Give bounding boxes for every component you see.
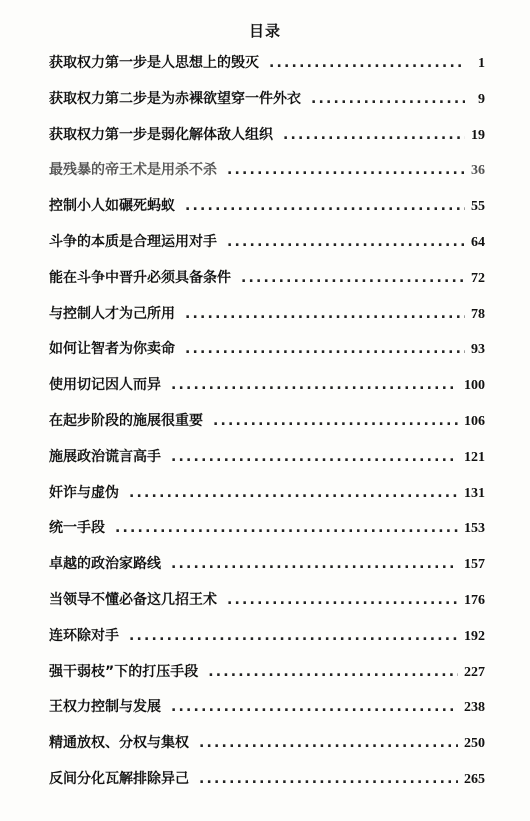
toc-entry-page-number: 238: [464, 700, 485, 716]
toc-entry-title: 卓越的政治家路线: [49, 556, 161, 573]
toc-entry-title: 斗争的本质是合理运用对手: [49, 233, 217, 250]
dot-leader: [185, 337, 465, 361]
toc-entry-page-number: 72: [471, 270, 485, 286]
dot-leader: [199, 731, 458, 755]
toc-entry[interactable]: [49, 87, 485, 123]
toc-entry-title: 王权力控制与发展: [49, 699, 161, 716]
toc-entry-title: 获取权力第二步是为赤裸欲望穿一件外衣: [49, 90, 301, 107]
toc-entry-page-number: 121: [464, 449, 485, 465]
toc-entry[interactable]: [49, 695, 485, 731]
toc-entry[interactable]: [49, 624, 485, 660]
toc-entry-title: 反间分化瓦解排除异己: [49, 770, 189, 787]
toc-entry-title: 连环除对手: [49, 627, 119, 644]
toc-entry[interactable]: [49, 302, 485, 338]
dot-leader: [185, 194, 465, 218]
toc-entry-page-number: 176: [464, 592, 485, 608]
toc-entry-title: 在起步阶段的施展很重要: [49, 412, 203, 429]
toc-entry-page-number: 227: [464, 664, 485, 680]
toc-entry[interactable]: [49, 51, 485, 87]
toc-entry-page-number: 64: [471, 234, 485, 250]
toc-entry[interactable]: [49, 266, 485, 302]
toc-entry-title: 能在斗争中晋升必须具备条件: [49, 269, 231, 286]
toc-entry[interactable]: [49, 660, 485, 696]
dot-leader: [185, 302, 465, 326]
toc-entry[interactable]: [49, 373, 485, 409]
toc-entry[interactable]: [49, 552, 485, 588]
toc-entry[interactable]: [49, 731, 485, 767]
dot-leader: [227, 230, 465, 254]
toc-entry-title: 施展政治谎言高手: [49, 448, 161, 465]
toc-entry-page-number: 250: [464, 736, 485, 752]
toc-entry[interactable]: [49, 337, 485, 373]
dot-leader: [129, 481, 458, 505]
toc-entry-page-number: 153: [464, 521, 485, 537]
dot-leader: [213, 409, 458, 433]
toc-entry[interactable]: [49, 481, 485, 517]
toc-entry-page-number: 36: [471, 163, 485, 179]
page-title: 目录: [248, 22, 281, 40]
toc-entry[interactable]: [49, 230, 485, 266]
toc-entry-page-number: 192: [464, 628, 485, 644]
toc-entry-title: 获取权力第一步是弱化解体敌人组织: [49, 126, 273, 143]
toc-entry-title: 强干弱枝”下的打压手段: [49, 663, 199, 680]
toc-entry-page-number: 157: [464, 557, 485, 573]
toc-entry[interactable]: [49, 445, 485, 481]
dot-leader: [311, 87, 465, 111]
toc-entry-page-number: 100: [464, 378, 485, 394]
toc-entry[interactable]: [49, 158, 485, 194]
toc-entry-title: 获取权力第一步是人思想上的毁灭: [49, 55, 259, 71]
toc-entry-title: 与控制人才为己所用: [49, 305, 175, 322]
toc-entry[interactable]: [49, 123, 485, 159]
toc-entry-page-number: 9: [478, 91, 485, 107]
toc-entry-page-number: 265: [464, 771, 485, 787]
toc-entry-page-number: 78: [471, 306, 485, 322]
toc-entry-title: 使用切记因人而异: [49, 377, 161, 394]
toc-entry[interactable]: [49, 767, 485, 803]
dot-leader: [199, 767, 458, 791]
toc-entry-title: 奸诈与虚伪: [49, 484, 119, 501]
dot-leader: [269, 51, 465, 75]
dot-leader: [171, 445, 458, 469]
dot-leader: [227, 588, 458, 612]
toc-entry-title: 控制小人如碾死蚂蚁: [49, 198, 175, 215]
toc-entry-page-number: 93: [471, 342, 485, 358]
dot-leader: [115, 516, 458, 540]
dot-leader: [171, 695, 458, 719]
dot-leader: [208, 660, 458, 684]
toc-entry-page-number: 55: [471, 199, 485, 215]
toc-entry[interactable]: [49, 409, 485, 445]
toc-entry-page-number: 19: [471, 127, 485, 143]
toc-entry-title: 如何让智者为你卖命: [49, 341, 175, 358]
dot-leader: [227, 158, 465, 182]
dot-leader: [241, 266, 465, 290]
toc-entry-title: 精通放权、分权与集权: [49, 735, 189, 752]
toc-entry[interactable]: [49, 194, 485, 230]
toc-entry-page-number: 131: [464, 485, 485, 501]
toc-entry-title: 当领导不懂必备这几招王术: [49, 591, 217, 608]
toc-entry-page-number: 106: [464, 413, 485, 429]
toc-entry-title: 统一手段: [49, 520, 105, 537]
dot-leader: [171, 552, 458, 576]
toc-entry-page-number: 1: [478, 56, 485, 71]
table-of-contents: [49, 51, 485, 803]
dot-leader: [129, 624, 458, 648]
dot-leader: [171, 373, 458, 397]
toc-entry-title: 最残暴的帝王术是用杀不杀: [49, 162, 217, 179]
toc-entry[interactable]: [49, 588, 485, 624]
dot-leader: [283, 123, 465, 147]
toc-entry[interactable]: [49, 516, 485, 552]
